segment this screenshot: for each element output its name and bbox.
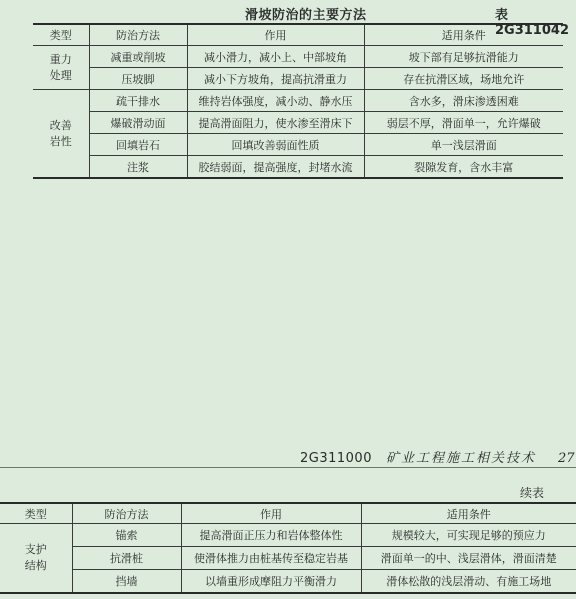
section-code: 2G311000 — [300, 451, 372, 466]
condition-cell: 滑体松散的浅层滑动、有施工场地 — [361, 570, 576, 594]
landslide-methods-table-continued — [0, 502, 576, 594]
table-row — [33, 68, 563, 90]
type-label: 改善 岩性 — [49, 118, 72, 148]
continued-label: 续表 — [520, 486, 545, 500]
header-effect: 作用 — [181, 503, 361, 524]
condition-cell: 存在抗滑区域，场地允许 — [364, 68, 563, 90]
table-number: 表2G311042 — [495, 8, 569, 38]
effect-cell: 减小滑力，减小上、中部坡角 — [187, 46, 364, 68]
table-title: 滑坡防治的主要方法 — [245, 8, 367, 23]
method-cell: 回填岩石 — [89, 134, 187, 156]
header-type: 类型 — [33, 24, 89, 46]
condition-cell: 弱层不厚，滑面单一，允许爆破 — [364, 112, 563, 134]
effect-cell: 提高滑面阻力，使水渗至滑床下 — [187, 112, 364, 134]
effect-cell: 提高滑面正压力和岩体整体性 — [181, 524, 361, 547]
table-row — [33, 134, 563, 156]
effect-cell: 回填改善弱面性质 — [187, 134, 364, 156]
condition-cell: 坡下部有足够抗滑能力 — [364, 46, 563, 68]
table-header-row — [0, 503, 576, 524]
method-cell: 抗滑桩 — [72, 547, 181, 570]
method-cell: 注浆 — [89, 156, 187, 179]
type-cell — [0, 524, 72, 594]
effect-cell: 维持岩体强度，减小动、静水压 — [187, 90, 364, 112]
condition-cell: 规模较大，可实现足够的预应力 — [361, 524, 576, 547]
header-condition: 适用条件 — [364, 24, 563, 46]
table-row — [33, 156, 563, 179]
table-row — [33, 90, 563, 112]
header-effect: 作用 — [187, 24, 364, 46]
method-cell: 爆破滑动面 — [89, 112, 187, 134]
table-header-row — [33, 24, 563, 46]
table-row — [0, 570, 576, 594]
condition-cell: 裂隙发育，含水丰富 — [364, 156, 563, 179]
type-label: 重力 处理 — [49, 52, 72, 82]
footer-divider — [0, 467, 576, 468]
table-row — [0, 547, 576, 570]
header-condition: 适用条件 — [361, 503, 576, 524]
type-cell — [33, 46, 89, 90]
method-cell: 疏干排水 — [89, 90, 187, 112]
header-method: 防治方法 — [89, 24, 187, 46]
page-footer — [300, 447, 575, 466]
condition-cell: 含水多，滑床渗透困难 — [364, 90, 563, 112]
method-cell: 减重或削坡 — [89, 46, 187, 68]
section-title: 矿业工程施工相关技术 — [385, 451, 536, 466]
header-method: 防治方法 — [72, 503, 181, 524]
landslide-methods-table — [33, 23, 563, 179]
effect-cell: 胶结弱面，提高强度，封堵水流 — [187, 156, 364, 179]
effect-cell: 减小下方坡角，提高抗滑重力 — [187, 68, 364, 90]
condition-cell: 单一浅层滑面 — [364, 134, 563, 156]
type-cell — [33, 90, 89, 179]
table-row — [33, 46, 563, 68]
page-number: 27 — [558, 451, 575, 466]
method-cell: 锚索 — [72, 524, 181, 547]
effect-cell: 以墙重形成摩阻力平衡滑力 — [181, 570, 361, 594]
condition-cell: 滑面单一的中、浅层滑体，滑面清楚 — [361, 547, 576, 570]
effect-cell: 使滑体推力由桩基传至稳定岩基 — [181, 547, 361, 570]
header-type: 类型 — [0, 503, 72, 524]
method-cell: 挡墙 — [72, 570, 181, 594]
table-row — [33, 112, 563, 134]
table-row — [0, 524, 576, 547]
type-label: 支护 结构 — [24, 543, 47, 572]
method-cell: 压坡脚 — [89, 68, 187, 90]
